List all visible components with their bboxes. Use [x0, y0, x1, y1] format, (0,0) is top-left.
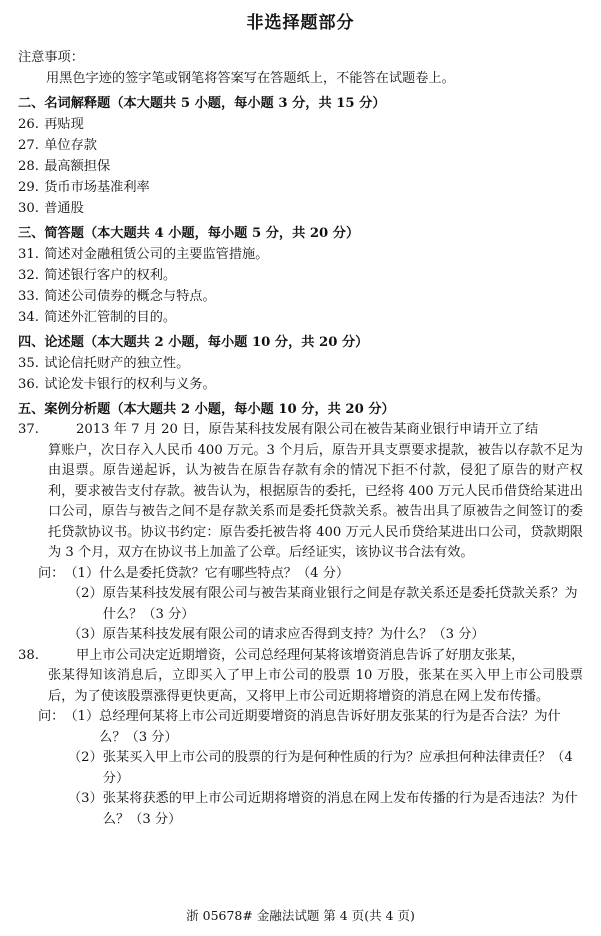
question-text: 普通股	[44, 201, 84, 216]
question-text: 简述银行客户的权利。	[44, 268, 177, 283]
question-number: 36.	[18, 377, 39, 392]
section-heading	[18, 332, 583, 353]
question-text: 张某买入甲上市公司的股票的行为是何种性质的行为？应承担何种法律责任？（4 分）	[102, 750, 573, 786]
question-item	[18, 135, 583, 156]
question-item	[18, 374, 583, 395]
ask-label: 问：	[38, 709, 65, 724]
question-item	[18, 307, 583, 328]
page-footer: 浙 05678# 金融法试题 第 4 页(共 4 页)	[186, 908, 415, 923]
question-no: （3）	[68, 627, 103, 642]
section-desc: （本大题共 2 小题，每小题 10 分，共 20 分）	[83, 335, 369, 350]
case-38	[18, 646, 583, 831]
ask-label: 问：	[38, 565, 65, 581]
case-first-line	[18, 420, 583, 441]
case-number: 37.	[18, 422, 39, 437]
question-text: 货币市场基准利率	[44, 180, 150, 195]
question-text: 试论发卡银行的权利与义务。	[44, 377, 216, 392]
case-37	[18, 420, 583, 646]
question-no: （1）	[64, 709, 100, 724]
question-no: （1）	[64, 565, 100, 581]
question-no: （2）	[68, 586, 103, 601]
question-item	[18, 244, 583, 265]
question-text: 最高额担保	[44, 159, 111, 174]
question-number: 34.	[18, 310, 39, 325]
question-item	[18, 198, 583, 219]
question-no: （3）	[68, 791, 103, 806]
case-number: 38.	[18, 647, 39, 663]
page-title: 非选择题部分	[246, 13, 355, 33]
case-question	[18, 564, 583, 585]
section-desc: （本大题共 2 小题，每小题 10 分，共 20 分）	[110, 402, 395, 417]
question-text: 总经理何某将上市公司近期要增资的消息告诉好朋友张某的行为是否合法？为什么？（3 分）	[99, 709, 561, 745]
section-desc: （本大题共 4 小题，每小题 5 分，共 20 分）	[83, 226, 360, 241]
section-desc: （本大题共 5 小题，每小题 3 分，共 15 分）	[110, 96, 386, 111]
section-heading	[18, 223, 583, 244]
case-first-text: 甲上市公司决定近期增资，公司总经理何某将该增资消息告诉了好朋友张某，	[76, 647, 525, 663]
case-first-text: 2013 年 7 月 20 日，原告某科技发展有限公司在被告某商业银行申请开立了结	[76, 422, 539, 437]
question-text: 张某将获悉的甲上市公司近期将增资的消息在网上发布传播的行为是否违法？为什么？（3 分）	[102, 791, 578, 827]
section-title: 二、名词解释题	[18, 96, 111, 111]
question-number: 30.	[18, 201, 39, 216]
case-body: 算账户，次日存入人民币 400 万元。3 个月后，原告开具支票要求提款，被告以存款不足为由退票。原告递起诉，认为被告在原告存款有余的情况下拒不付款，侵犯了原告的财产权利，要求被告支付存款。被告认为，根据原告的委托，已经将 400 万元人民币借贷给某进出口公司，原告与被告之间不是存款关系而是委托贷款关系。被告出具了原被告之间签订的委托贷款协议书。协议书约定：原告委托被告将 400 万元人民币贷给某进出口公司，贷款期限为 3 个月，双方在协议书上加盖了公章。后经证实，该协议书合法有效。	[48, 442, 583, 560]
question-text: 原告某科技发展有限公司的请求应否得到支持？为什么？（3 分）	[102, 627, 485, 642]
question-number: 32.	[18, 268, 39, 283]
section-heading	[18, 399, 583, 420]
section-title: 五、案例分析题	[18, 402, 111, 417]
section-heading	[18, 93, 583, 114]
question-number: 28.	[18, 159, 39, 174]
question-number: 26.	[18, 117, 39, 132]
question-text: 简述对金融租赁公司的主要监管措施。	[44, 247, 269, 262]
question-text: 简述外汇管制的目的。	[44, 310, 177, 325]
question-number: 27.	[18, 138, 39, 153]
question-item	[18, 114, 583, 135]
question-text: 原告某科技发展有限公司与被告某商业银行之间是存款关系还是委托贷款关系？为什么？（3 分）	[102, 586, 578, 622]
case-question	[18, 707, 583, 748]
question-item	[18, 286, 583, 307]
question-item	[18, 156, 583, 177]
question-no: （2）	[68, 750, 103, 765]
case-question	[18, 748, 583, 789]
case-question	[18, 625, 583, 646]
case-body: 张某得知该消息后，立即买入了甲上市公司的股票 10 万股，张某在买入甲上市公司股票后，为了使该股票涨得更快更高，又将甲上市公司近期将增资的消息在网上发布传播。	[48, 668, 583, 704]
question-item	[18, 353, 583, 374]
question-number: 31.	[18, 247, 39, 262]
case-first-line	[18, 646, 583, 667]
question-text: 单位存款	[44, 138, 97, 153]
notice-text: 用黑色字迹的签字笔或钢笔将答案写在答题纸上，不能答在试题卷上。	[46, 71, 455, 86]
question-text: 简述公司债券的概念与特点。	[44, 289, 216, 304]
question-item	[18, 177, 583, 198]
case-question	[18, 789, 583, 830]
question-text: 再贴现	[44, 117, 84, 132]
question-number: 33.	[18, 289, 39, 304]
question-text: 什么是委托贷款？它有哪些特点？（4 分）	[99, 565, 350, 581]
question-number: 35.	[18, 356, 39, 371]
section-title: 四、论述题	[18, 335, 84, 350]
question-text: 试论信托财产的独立性。	[44, 356, 190, 371]
case-question	[18, 584, 583, 625]
section-title: 三、简答题	[18, 226, 84, 241]
notice-label: 注意事项：	[18, 50, 84, 65]
question-item	[18, 265, 583, 286]
question-number: 29.	[18, 180, 39, 195]
